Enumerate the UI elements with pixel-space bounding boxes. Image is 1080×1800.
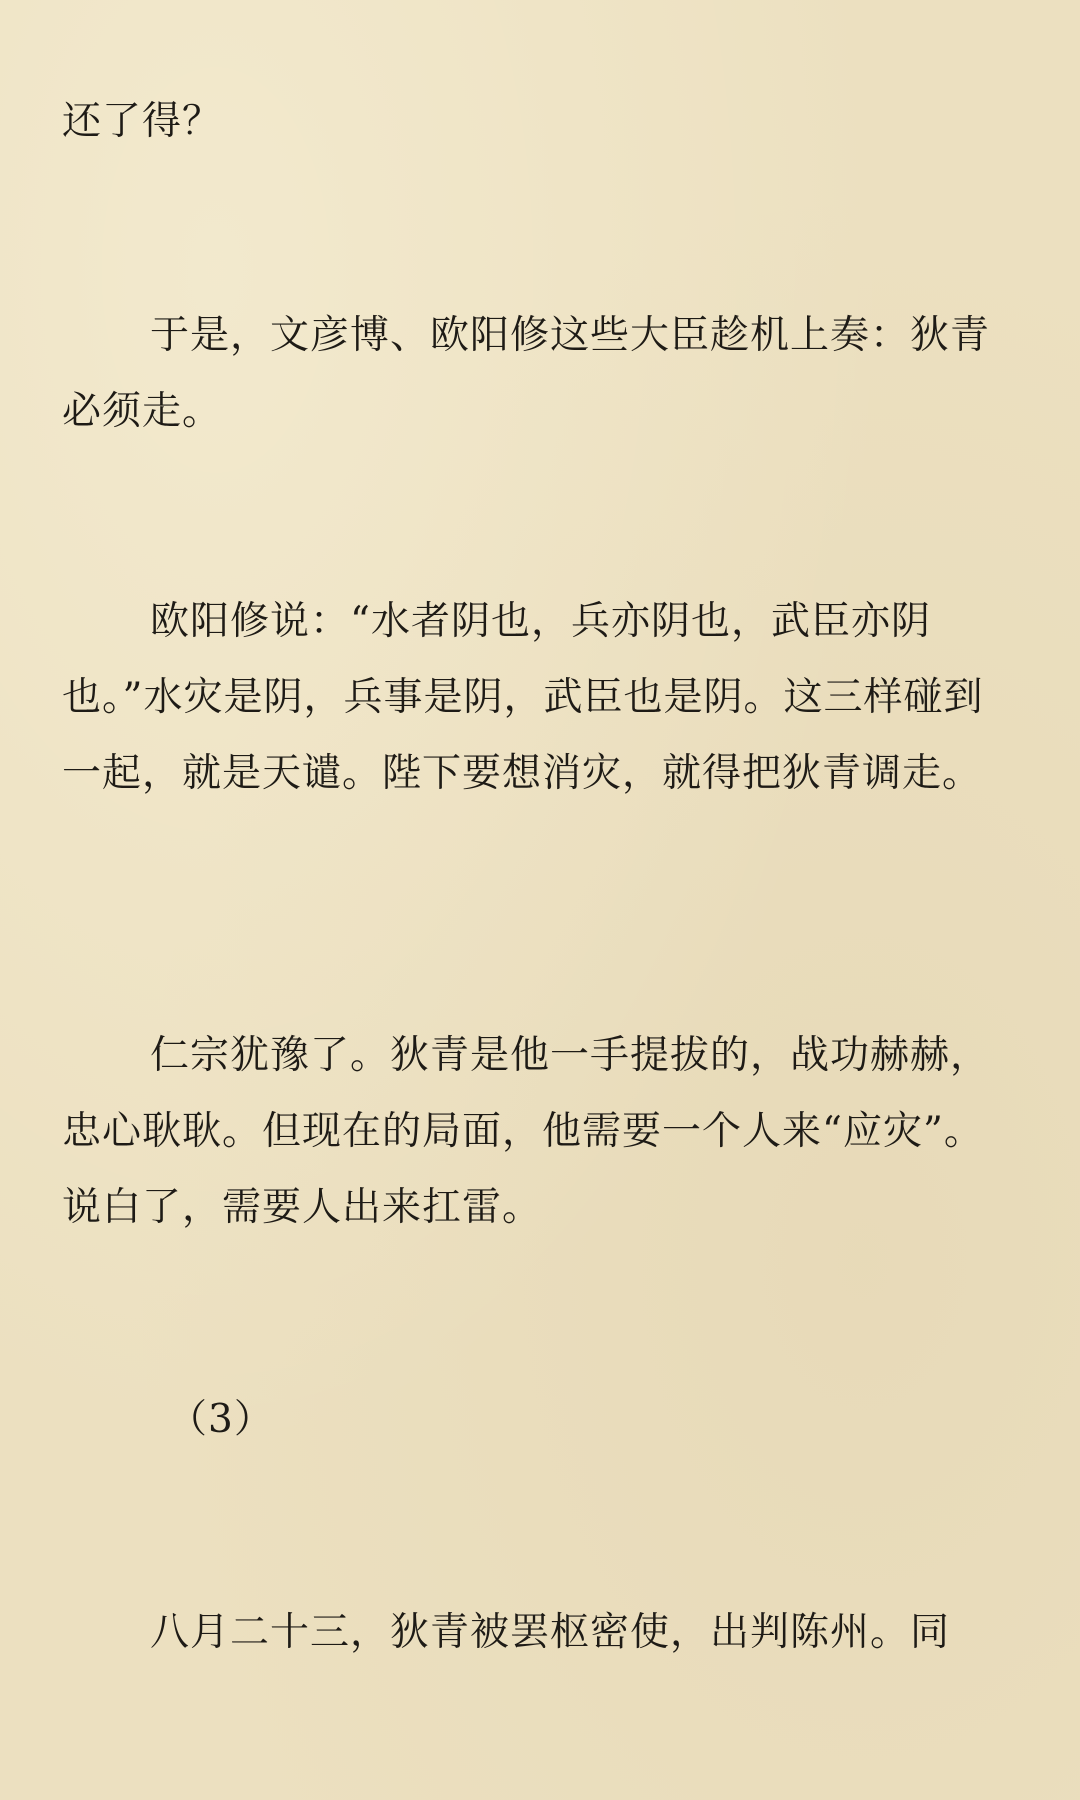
paragraph-5: 八月二十三，狄青被罢枢密使，出判陈州。同 bbox=[150, 1610, 951, 1655]
paragraph-3: 欧阳修说：“水者阴也，兵亦阴也，武臣亦阴也。”水灾是阴，兵事是阴，武臣也是阴。这三样碰到一起，就是天谴。陛下要想消灾，就得把狄青调走。 bbox=[62, 599, 984, 796]
section-number: （3） bbox=[168, 1397, 274, 1442]
paragraph-4: 仁宗犹豫了。狄青是他一手提拔的，战功赫赫，忠心耿耿。但现在的局面，他需要一个人来“应灾”。说白了，需要人出来扛雷。 bbox=[62, 1033, 991, 1230]
paragraph-1: 还了得？ bbox=[62, 99, 223, 144]
paragraph-2: 于是，文彦博、欧阳修这些大臣趁机上奏：狄青必须走。 bbox=[62, 313, 991, 434]
